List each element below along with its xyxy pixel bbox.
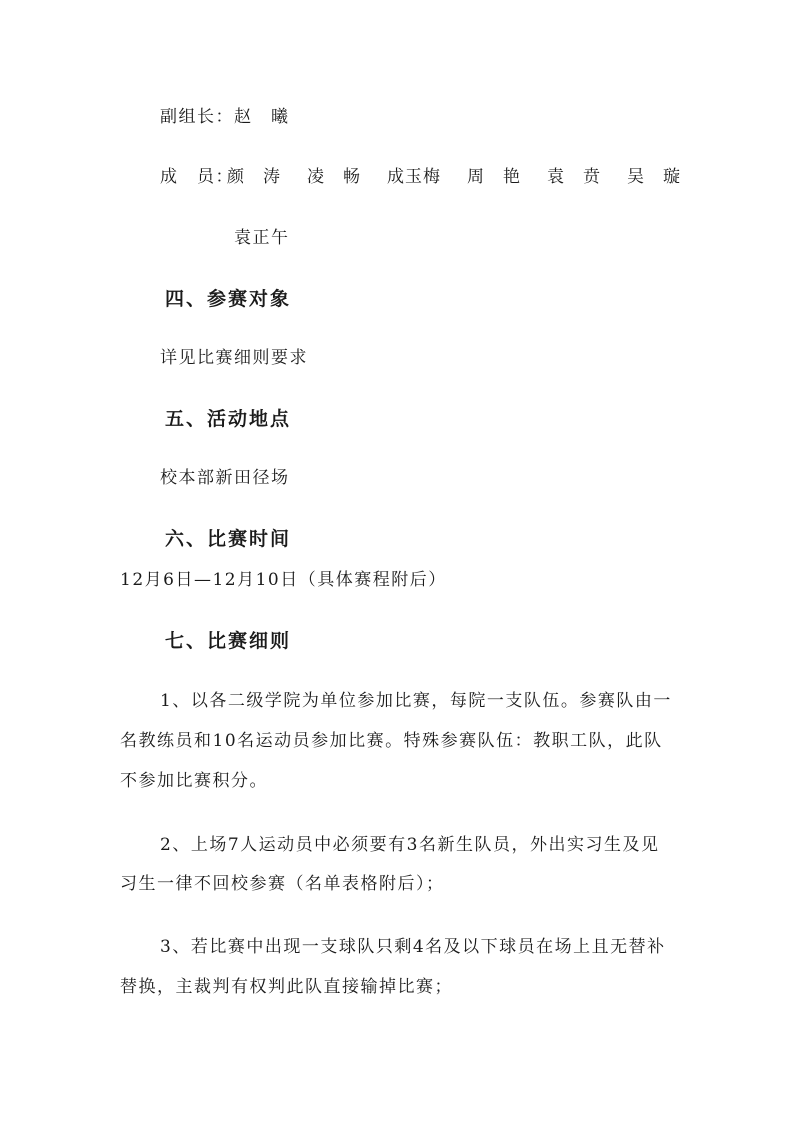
rule-line: 3、若比赛中出现一支球队只剩4名及以下球员在场上且无替补 xyxy=(160,937,666,957)
member-name: 周 艳 xyxy=(467,167,521,187)
section-heading: 五、活动地点 xyxy=(165,408,292,430)
rule-line: 1、以各二级学院为单位参加比赛，每院一支队伍。参赛队由一 xyxy=(160,691,672,711)
member-name-continued: 袁正午 xyxy=(234,228,290,248)
section-body: 12月6日—12月10日（具体赛程附后） xyxy=(120,570,447,590)
member-name: 成玉梅 xyxy=(387,167,441,187)
rule-line: 习生一律不回校参赛（名单表格附后）； xyxy=(120,874,445,894)
member-name: 凌 畅 xyxy=(307,167,361,187)
rule-line: 替换，主裁判有权判此队直接输掉比赛； xyxy=(120,977,453,997)
section-heading: 六、比赛时间 xyxy=(165,528,292,550)
section-body: 详见比赛细则要求 xyxy=(160,348,308,368)
member-name: 袁 贲 xyxy=(547,167,601,187)
rule-line: 2、上场7人运动员中必须要有3名新生队员，外出实习生及见 xyxy=(160,835,660,855)
member-name: 颜 涛 xyxy=(227,167,281,187)
member-name: 吴 璇 xyxy=(627,167,681,187)
members-line xyxy=(160,165,697,189)
rule-line: 名教练员和10名运动员参加比赛。特殊参赛队伍：教职工队，此队 xyxy=(120,731,663,751)
members-label: 成 员： xyxy=(160,167,234,187)
rule-line: 不参加比赛积分。 xyxy=(120,771,268,791)
section-body: 校本部新田径场 xyxy=(160,468,290,488)
vice-leader-line: 副组长：赵 曦 xyxy=(160,107,290,127)
section-heading: 四、参赛对象 xyxy=(165,288,292,310)
section-heading: 七、比赛细则 xyxy=(165,630,292,652)
